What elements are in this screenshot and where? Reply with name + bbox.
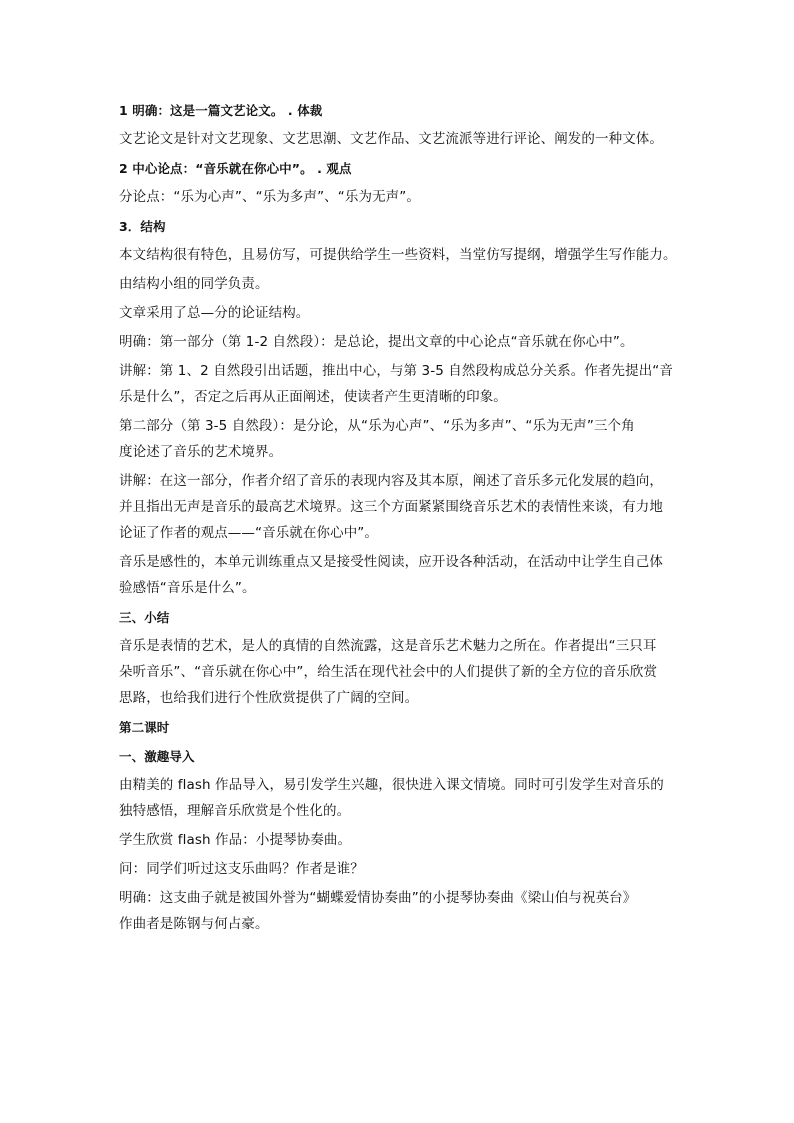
text-line: 乐是什么”，否定之后再从正面阐述，使读者产生更清晰的印象。 bbox=[119, 389, 507, 405]
text-line: 由结构小组的同学负责。 bbox=[119, 276, 269, 292]
intro-heading: 一、激趣导入 bbox=[119, 749, 195, 764]
text-line: 文章采用了总—分的论证结构。 bbox=[119, 305, 310, 321]
text-line: 音乐是表情的艺术，是人的真情的自然流露，这是音乐艺术魅力之所在。作者提出“三只耳 bbox=[119, 638, 657, 654]
text-line: 第二部分（第 3-5 自然段）：是分论，从“乐为心声”、“乐为多声”、“乐为无声”三个角 bbox=[119, 418, 635, 434]
paragraph-2-heading: 2 中心论点：“音乐就在你心中”。 . 观点 bbox=[119, 161, 352, 176]
text-line: 并且指出无声是音乐的最高艺术境界。这三个方面紧紧围绕音乐艺术的表情性来谈，有力地 bbox=[119, 499, 663, 515]
text-line: 独特感悟，理解音乐欣赏是个性化的。 bbox=[119, 803, 351, 819]
summary-heading: 三、小结 bbox=[119, 610, 170, 625]
text-line: 由精美的 flash 作品导入，易引发学生兴趣，很快进入课文情境。同时可引发学生对音乐的 bbox=[119, 777, 664, 793]
text-line: 论证了作者的观点——“音乐就在你心中”。 bbox=[119, 525, 378, 541]
text-line: 明确：第一部分（第 1-2 自然段）：是总论，提出文章的中心论点“音乐就在你心中”。 bbox=[119, 334, 634, 350]
text-line: 朵听音乐”、“音乐就在你心中”，给生活在现代社会中的人们提供了新的全方位的音乐欣赏 bbox=[119, 664, 658, 680]
text-line: 验感悟“音乐是什么”。 bbox=[119, 580, 256, 596]
text-line: 音乐是感性的，本单元训练重点又是接受性阅读，应开设各种活动，在活动中让学生自己体 bbox=[119, 554, 663, 570]
paragraph-1-text: 文艺论文是针对文艺现象、文艺思潮、文艺作品、文艺流派等进行评论、阐发的一种文体。 bbox=[119, 131, 663, 147]
text-line: 作曲者是陈钢与何占豪。 bbox=[119, 916, 269, 932]
paragraph-1-heading: 1 明确：这是一篇文艺论文。 . 体裁 bbox=[119, 103, 323, 118]
lesson-2-heading: 第二课时 bbox=[119, 720, 170, 735]
text-line: 明确：这支曲子就是被国外誉为“蝴蝶爱情协奏曲”的小提琴协奏曲《梁山伯与祝英台》 bbox=[119, 890, 637, 906]
text-line: 讲解：第 1、2 自然段引出话题，推出中心，与第 3-5 自然段构成总分关系。作者先提出“音 bbox=[119, 363, 673, 379]
text-line: 度论述了音乐的艺术境界。 bbox=[119, 444, 283, 460]
document-body bbox=[119, 100, 691, 943]
text-line: 本文结构很有特色，且易仿写，可提供给学生一些资料，当堂仿写提纲，增强学生写作能力。 bbox=[119, 247, 677, 263]
text-line: 问：同学们听过这支乐曲吗？作者是谁？ bbox=[119, 861, 364, 877]
text-line: 学生欣赏 flash 作品：小提琴协奏曲。 bbox=[119, 832, 352, 848]
section-3-heading: 3．结构 bbox=[119, 219, 166, 234]
text-line: 讲解：在这一部分，作者介绍了音乐的表现内容及其本原，阐述了音乐多元化发展的趋向， bbox=[119, 473, 663, 489]
paragraph-2-text: 分论点：“乐为心声”、“乐为多声”、“乐为无声”。 bbox=[119, 189, 420, 205]
text-line: 思路，也给我们进行个性欣赏提供了广阔的空间。 bbox=[119, 690, 419, 706]
